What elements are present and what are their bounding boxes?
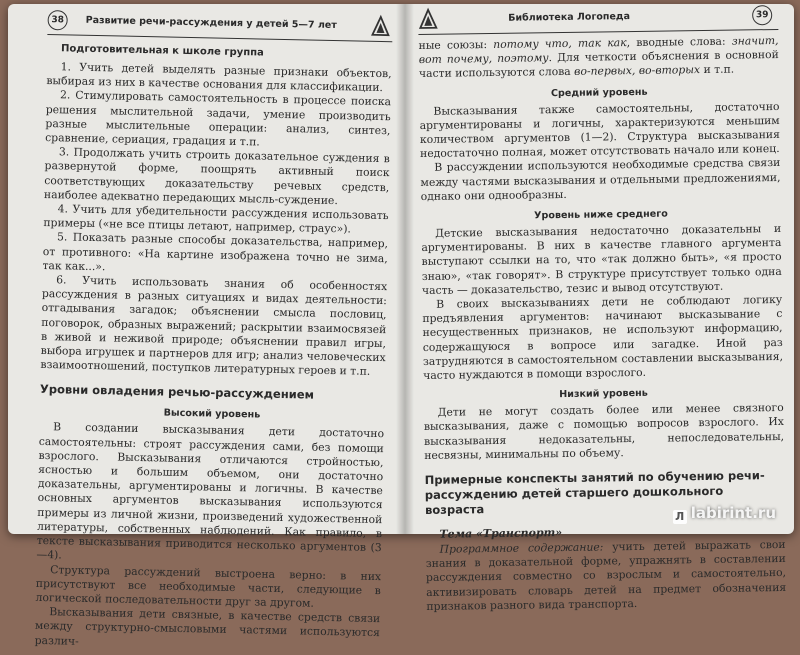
labirint-logo-icon: Л bbox=[673, 510, 687, 524]
right-page bbox=[418, 0, 787, 613]
task-3: 3. Продолжать учить строить доказательное суждения в развернутой форме, поощрять активный поиск соответствующих доказательству речевых средств, наиболее адекватно передающих мысль-суждение. bbox=[43, 145, 390, 207]
task-6: 6. Учить использовать знания об особенностях рассуждения в разных ситуациях и видах деятельности: отгадывания загадок; объяснении смысла пословиц, поговорок, образных выражений; раскрытии взаимосвязей в живой и неживой природе; объяснении правил игры, выбора игрушек и партнеров для игр; анализ человеческих взаимоотношений, поступков литературных героев и т.п. bbox=[40, 273, 388, 379]
watermark bbox=[673, 504, 776, 524]
publisher-logo-icon-right bbox=[418, 8, 438, 30]
below-middle-paragraph-2: В своих высказываниях дети не соблюдают логику предъявления аргументов: начинают высказывание с несущественных признаков, не используют информацию, содержащуюся в вопросе или загадке. Иной раз затрудняются в самостоятельном составлении высказывания, часто нуждаются в помощи взрослого. bbox=[422, 292, 784, 383]
lesson-notes-heading: Примерные конспекты занятий по обучению речи-рассуждению детей старшего дошкольного возраста bbox=[424, 468, 765, 518]
left-running-title: Развитие речи-рассуждения у детей 5—7 лет bbox=[85, 14, 337, 32]
task-1: 1. Учить детей выделять разные признаки объектов, выбирая из них в качестве основания для классификации. bbox=[46, 60, 392, 95]
below-middle-heading: Уровень ниже среднего bbox=[534, 208, 668, 222]
left-page-number: 38 bbox=[47, 10, 67, 30]
left-page bbox=[34, 4, 393, 648]
watermark-text: labirint.ru bbox=[690, 504, 776, 522]
low-level-paragraph-1: Дети не могут создать более или менее связного высказывания, даже с помощью вопросов взрослого. Их высказывания недоказательны, непоследовательны, несвязны, минимальны по объему. bbox=[423, 401, 785, 462]
middle-level-paragraph-2: В рассуждении используются необходимые средства связи между частями высказывания и отдельными предложениями, однако они однообразны. bbox=[420, 156, 781, 203]
publisher-logo-icon bbox=[370, 15, 390, 37]
middle-level-paragraph-1: Высказывания также самостоятельны, достаточно аргументированы и логичны, характеризуются меньшим количеством аргументов (1—2). Структура высказывания недостаточно полная, может отсутствовать начало или конец. bbox=[419, 99, 780, 161]
program-content-paragraph: Программное содержание: учить детей выражать свои знания в доказательной форме, упражнять в составлении рассуждения совместно со взрослым и самостоятельно, активизировать словарь детей на предмет обозначения признаков разного вида транспорта. bbox=[425, 537, 787, 613]
program-content-label: Программное содержание: bbox=[439, 540, 604, 556]
right-page-number: 39 bbox=[752, 5, 772, 25]
task-2: 2. Стимулировать самостоятельность в процессе поиска решения мыслительной задачи, умение производить разные мыслительные операции: анализ, синтез, сравнение, сериация, градация и т.п. bbox=[45, 88, 392, 149]
below-middle-paragraph-1: Детские высказывания недостаточно доказательны и аргументированы. В них в качестве главного аргумента выступают ссылки на то, что «так должно быть», «я просто знаю», «так говорят». В структуре присутствует только одна часть — доказательство, тезис и вывод отсутствуют. bbox=[421, 221, 782, 297]
middle-level-heading: Средний уровень bbox=[550, 86, 648, 99]
task-5: 5. Показать разные способы доказательства, например, от противного: «На картине изображена точно не зима, так как...». bbox=[42, 230, 389, 274]
right-running-title: Библиотека Логопеда bbox=[508, 11, 631, 24]
high-level-paragraph-2: Структура рассуждений выстроена верно: в них присутствуют все необходимые части, следующие в логической последовательности друг за другом. bbox=[35, 562, 382, 610]
book-gutter bbox=[396, 4, 414, 534]
intro-paragraph: ные союзы: потому что, так как, вводные слова: значит, вот почему, поэтому. Для четкости объяснения в основной части используются слова во-первых, во-вторых и т.п. bbox=[418, 33, 779, 81]
high-level-paragraph-3: Высказывания дети связные, в качестве средств связи между структурно-смысловыми частями используются различ- bbox=[34, 605, 381, 648]
lesson-topic: Тема «Транспорт» bbox=[439, 526, 563, 541]
right-running-header bbox=[418, 3, 778, 35]
high-level-paragraph-1: В создании высказывания дети достаточно самостоятельны: строят рассуждения сами, без помощи взрослого. Высказывания отличаются стройностью, ясностью и большим объемом, они достаточно доказательны, аргументированы и логичны. В качестве основных аргументов высказывания используются примеры из личной жизни, произведений художественной литературы, собственных наблюдений. Как правило, в тексте высказывания приводится несколько аргументов (3—4). bbox=[36, 420, 385, 562]
left-running-header bbox=[47, 8, 392, 42]
task-4: 4. Учить для убедительности рассуждения использовать примеры («не все птицы летают, например, страус»). bbox=[43, 202, 389, 236]
section-heading-levels: Уровни овладения речью-рассуждением bbox=[39, 382, 315, 403]
high-level-heading: Высокий уровень bbox=[163, 407, 261, 422]
book-spread bbox=[8, 4, 794, 648]
low-level-heading: Низкий уровень bbox=[559, 388, 648, 401]
group-heading: Подготовительная к школе группа bbox=[60, 43, 264, 59]
